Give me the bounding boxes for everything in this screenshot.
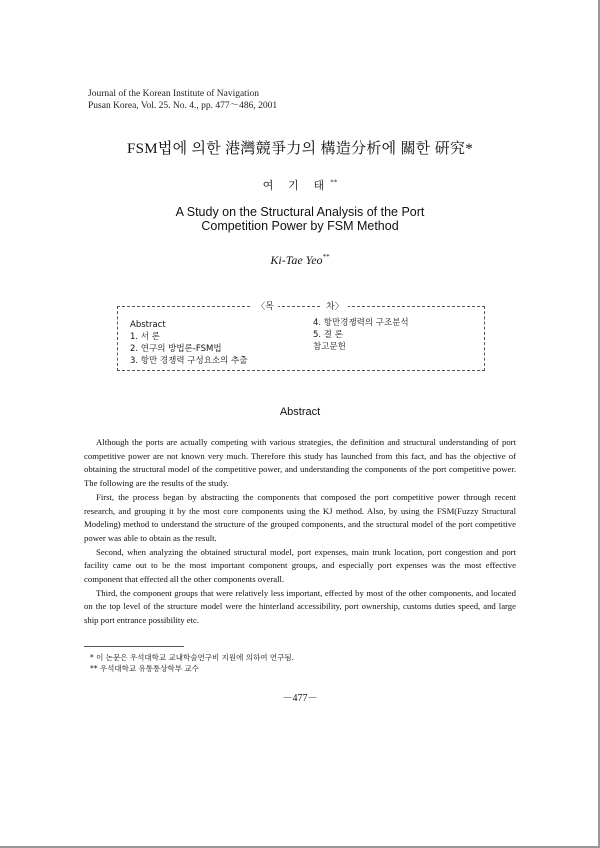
abstract-paragraph: Third, the component groups that were relatively less important, effected by most of the other components, and located on the top level of the structure model were the hinterland accessibility, port ownership, customs duties speed, and large ship port entrance possibility etc. xyxy=(84,587,516,626)
footnote-affiliation: ** 우석대학교 유통통상학부 교수 xyxy=(90,664,199,673)
toc-right-column xyxy=(313,317,409,353)
journal-header xyxy=(88,88,277,112)
footnote-rule xyxy=(84,646,184,647)
korean-title: FSM법에 의한 港灣競爭力의 構造分析에 關한 硏究* xyxy=(126,141,474,157)
journal-name: Journal of the Korean Institute of Navigation xyxy=(88,89,259,99)
toc-item: 3. 항만 경쟁력 구성요소의 추출 xyxy=(130,356,248,366)
english-title-line1: A Study on the Structural Analysis of the Port xyxy=(175,205,425,219)
korean-author xyxy=(0,177,600,193)
korean-author-name: 여 기 태 xyxy=(262,180,331,192)
toc-item: Abstract xyxy=(130,320,166,330)
abstract-paragraph: Although the ports are actually competing with various strategies, the definition and structural understanding of port competitive power are not known very much. Therefore this study has launched from this fact, and has the objective of obtaining the structural model of the competitive power, and understanding the components of the port competitive power. The following are the results of the study. xyxy=(84,437,516,489)
korean-author-mark: ** xyxy=(330,178,338,187)
toc-item: 2. 연구의 방법론-FSM법 xyxy=(130,344,222,354)
journal-citation: Pusan Korea, Vol. 25. No. 4., pp. 477～486, 2001 xyxy=(88,101,278,111)
english-title xyxy=(0,205,600,233)
footnotes xyxy=(90,652,294,674)
english-title-line2: Competition Power by FSM Method xyxy=(201,219,399,233)
toc-title-close: 차〉 xyxy=(322,301,348,311)
page-number: －477－ xyxy=(282,693,318,704)
toc-title-open: 〈목 xyxy=(252,301,278,311)
english-author-name: Ki-Tae Yeo xyxy=(270,253,323,267)
toc-item: 4. 항만경쟁력의 구조분석 xyxy=(313,318,409,328)
toc-item: 참고문헌 xyxy=(313,342,346,352)
abstract-paragraph: Second, when analyzing the obtained structural model, port expenses, main trunk location, port congestion and port facility came out to be the most important component groups, and especially port expenses was the most effective component that effected all the other components overall. xyxy=(84,546,516,585)
english-author xyxy=(0,253,600,268)
toc-title xyxy=(0,299,600,312)
abstract-paragraph: First, the process began by abstracting the components that composed the port competitive power through recent research, and grouping it by the most core components using the KJ method. Also, by using the FSM(Fuzzy Structural Modeling) method to understand the structure of the grouped components, and the structural model of the port competitive power was able to obtain as the result. xyxy=(84,491,516,543)
toc-item: 5. 결 론 xyxy=(313,330,343,340)
footnote-funding: * 이 논문은 우석대학교 교내학술연구비 지원에 의하여 연구됨. xyxy=(90,653,294,662)
abstract-body xyxy=(84,436,516,628)
abstract-heading: Abstract xyxy=(279,406,321,418)
english-author-mark: ** xyxy=(322,253,330,261)
toc-left-column xyxy=(130,319,247,367)
toc-item: 1. 서 론 xyxy=(130,332,160,342)
